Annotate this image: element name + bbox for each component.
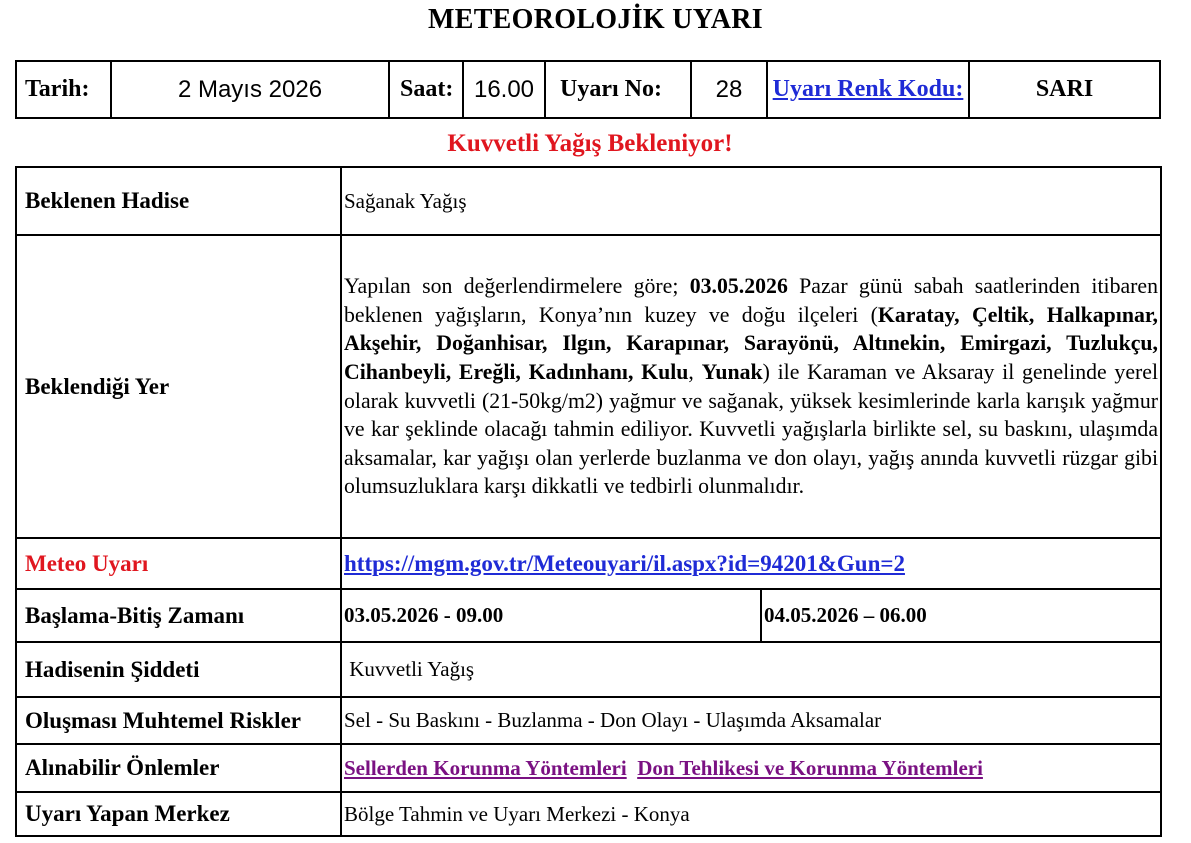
period-end: 04.05.2026 – 06.00 [761,589,1161,642]
flood-protection-link[interactable]: Sellerden Korunma Yöntemleri [344,755,627,780]
place-last-district: Yunak [701,359,763,384]
measures-links [341,744,1161,792]
risks-row [16,697,1161,744]
place-text-3: ) ile Karaman ve Aksaray il genelinde yerel olarak kuvvetli (21-50kg/m2) yağmur ve sağanak, yüksek kesimlerinde karla karışık yağmur ve kar şeklinde olacağı tahmin ediliyor. Kuvvetli yağışlarla birlikte sel, su baskını, ulaşımda aksamalar, kar yağışı olan yerlerde buzlanma ve don olayı, yağış anında kuvvetli rüzgar gibi olumsuzluklara karşı dikkatli ve tedbirli olunmalıdır. [344,359,1158,499]
warning-detail-table [15,166,1162,837]
frost-protection-link[interactable]: Don Tehlikesi ve Korunma Yöntemleri [637,755,983,780]
warning-no-label: Uyarı No: [545,61,691,118]
risks-label: Oluşması Muhtemel Riskler [16,697,341,744]
time-value: 16.00 [463,61,545,118]
date-label: Tarih: [16,61,111,118]
measures-row [16,744,1161,792]
center-value: Bölge Tahmin ve Uyarı Merkezi - Konya [341,792,1161,836]
meteo-row [16,538,1161,589]
event-label: Beklenen Hadise [16,167,341,235]
date-value: 2 Mayıs 2026 [111,61,389,118]
meteo-label: Meteo Uyarı [16,538,341,589]
warning-header-table [15,60,1161,119]
place-description [341,235,1161,538]
color-code-link[interactable]: Uyarı Renk Kodu: [767,61,969,118]
severity-value: Kuvvetli Yağış [341,642,1161,697]
meteo-link[interactable]: https://mgm.gov.tr/Meteouyari/il.aspx?id=94201&Gun=2 [344,550,905,576]
place-text-1: Yapılan son değerlendirmelere göre; [344,274,690,299]
color-code-value: SARI [969,61,1160,118]
severity-label: Hadisenin Şiddeti [16,642,341,697]
event-value: Sağanak Yağış [341,167,1161,235]
place-districts: Karatay, Çeltik, Halkapınar, Akşehir, Doğanhisar, Ilgın, Karapınar, Sarayönü, Altınekin, Emirgazi, Tuzlukçu, Cihanbeyli, Ereğli, Kadınhanı, Kulu [344,302,1158,384]
period-row [16,589,1161,642]
period-start: 03.05.2026 - 09.00 [341,589,761,642]
place-text-2: Pazar günü sabah saatlerinden itibaren beklenen yağışların, Konya’nın kuzey ve doğu ilçeleri ( [344,274,1159,327]
place-label: Beklendiği Yer [16,235,341,538]
place-date: 03.05.2026 [689,274,788,299]
period-label: Başlama-Bitiş Zamanı [16,589,341,642]
page-title: METEOROLOJİK UYARI [428,4,763,35]
center-row [16,792,1161,836]
warning-headline: Kuvvetli Yağış Bekleniyor! [447,130,733,157]
place-row [16,235,1161,538]
time-label: Saat: [389,61,463,118]
measures-label: Alınabilir Önlemler [16,744,341,792]
severity-row [16,642,1161,697]
warning-no-value: 28 [691,61,767,118]
center-label: Uyarı Yapan Merkez [16,792,341,836]
event-row [16,167,1161,235]
risks-value: Sel - Su Baskını - Buzlanma - Don Olayı - Ulaşımda Aksamalar [341,697,1161,744]
place-separator: , [688,359,702,384]
